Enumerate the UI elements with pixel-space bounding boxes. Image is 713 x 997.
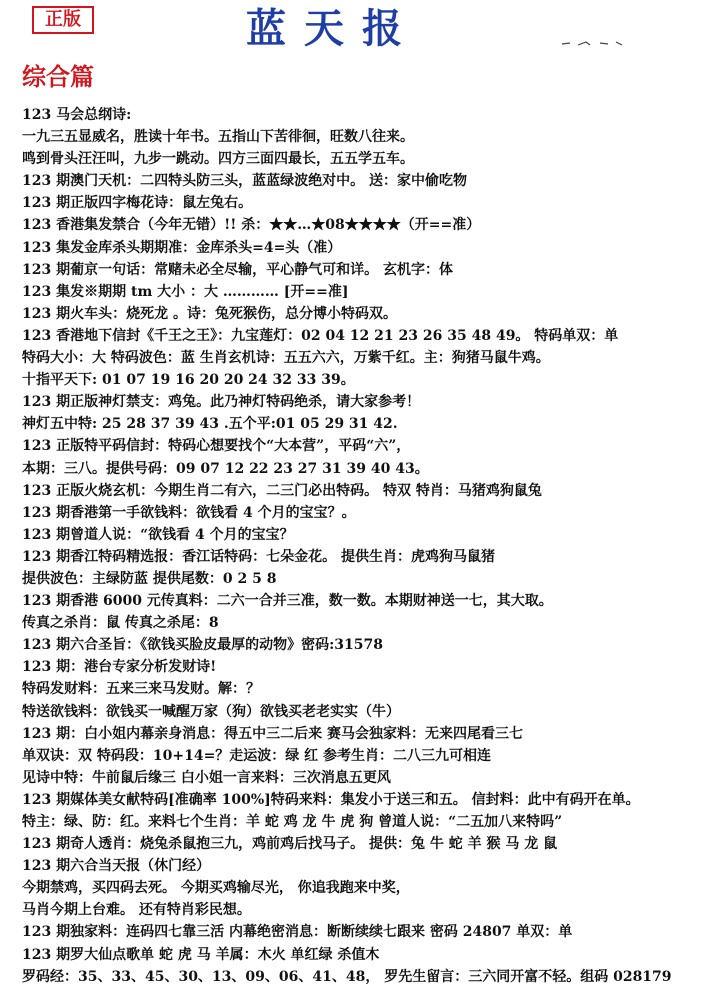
text-line: 今期禁鸡，买四码去死。 今期买鸡输尽光， 你追我跑来中奖，	[22, 880, 410, 897]
text-line: 123 期澳门天机：二四特头防三头，蓝蓝绿波绝对中。 送：家中偷吃物	[22, 173, 467, 190]
text-line: 传真之杀肖：鼠 传真之杀尾：8	[22, 615, 219, 632]
section-heading: 综合篇	[22, 63, 94, 91]
text-line: 特码大小：大 特码波色：蓝 生肖玄机诗：五五六六，万紫千红。主：狗猪马鼠牛鸡。	[22, 350, 550, 367]
text-line: 马肖今期上台难。 还有特肖彩民想。	[22, 902, 251, 919]
authentic-badge: 正版	[32, 6, 94, 34]
text-line: 123 期：白小姐内幕亲身消息：得五中三二后来 赛马会独家料：无来四尾看三七	[22, 725, 523, 742]
text-line: 123 期正版四字梅花诗：鼠左兔右。	[22, 195, 253, 212]
text-line: 123 期奇人透肖：烧兔杀鼠抱三九，鸡前鸡后找马子。 提供：兔 牛 蛇 羊 猴 马 龙 鼠	[22, 836, 558, 853]
text-line: 123 期曾道人说：“欲钱看 4 个月的宝宝？	[22, 526, 294, 543]
text-line: 本期：三八。提供号码：09 07 12 22 23 27 31 39 40 43。	[22, 460, 429, 477]
text-line: 123 期火车头：烧死龙 。诗：兔死猴伤，总分博小特码双。	[22, 305, 397, 322]
text-line: 123 期香港第一手欲钱料：欲钱看 4 个月的宝宝？。	[22, 504, 356, 521]
text-line: 123 期罗大仙点歌单 蛇 虎 马 羊属：木火 单红绿 杀值木	[22, 946, 380, 963]
text-line: 一九三五显威名，胜读十年书。五指山下苦徘徊，旺数八往来。	[22, 129, 414, 146]
text-line: 123 期六合当天报（休门经）	[22, 858, 211, 875]
text-line: 十指平天下: 01 07 19 16 20 20 24 32 33 39。	[22, 372, 355, 389]
text-line: 123 马会总纲诗:	[22, 107, 132, 123]
text-line: 提供波色：主绿防蓝 提供尾数：0 2 5 8	[22, 570, 277, 587]
text-line: 123 香港地下信封《千王之王》：九宝莲灯：02 04 12 21 23 26 35 48 49。 特码单双：单	[22, 327, 619, 344]
text-line: 123 期香港 6000 元传真料：二六一合并三准，数一数。本期财神送一七，其大取。	[22, 593, 553, 610]
text-line: 特送欲钱料：欲钱买一喊醒万家（狗）欲钱买老老实实（牛）	[22, 703, 400, 720]
article-body	[22, 104, 707, 988]
text-line: 123 期香江特码精选报：香江话特码：七朵金花。 提供生肖：虎鸡狗马鼠猪	[22, 548, 495, 565]
text-line: 鸣到骨头汪汪叫，九步一跳动。四方三面四最长，五五学五车。	[22, 151, 414, 168]
text-line: 123 集发※期期 tm 大小 ：大 ………… [开==准]	[22, 283, 349, 300]
page-title: 蓝天报	[246, 5, 420, 52]
text-line: 123 期正版神灯禁支：鸡兔。此乃神灯特码绝杀，请大家参考！	[22, 394, 421, 411]
text-line: 见诗中特：牛前鼠后缘三 白小姐一言来料：三次消息五更风	[22, 769, 391, 786]
text-line: 123 期：港台专家分析发财诗!	[22, 659, 217, 676]
text-line: 123 期葡京一句话：常赌未必全尽输，平心静气可和详。 玄机字：体	[22, 261, 453, 278]
text-line: 罗码经：35、33、45、30、13、09、06、41、48， 罗先生留言：三六同开富不轻。组码 028179	[22, 968, 672, 985]
text-line: 123 期六合圣旨：《欲钱买脸皮最厚的动物》密码:31578	[22, 637, 383, 654]
title-scribble-mark	[560, 38, 630, 48]
text-line: 123 正版特平码信封：特码心想要找个“大本营”，平码“六”，	[22, 438, 411, 455]
text-line: 123 正版火烧玄机：今期生肖二有六，二三门必出特码。 特双 特肖：马猪鸡狗鼠兔	[22, 482, 542, 499]
text-line: 单双诀：双 特码段：10+14=？走运波：绿 红 参考生肖：二八三九可相连	[22, 747, 492, 764]
text-line: 特主：绿、防：红。来料七个生肖：羊 蛇 鸡 龙 牛 虎 狗 曾道人说：“二五加八来特吗”	[22, 814, 563, 830]
text-line: 123 期独家料：连码四七靠三活 内幕绝密消息：断断续续七跟来 密码 24807 单双：单	[22, 924, 573, 941]
text-line: 123 期媒体美女献特码[准确率 100%]特码来料：集发小于送三和五。 信封料：此中有码开在单。	[22, 791, 640, 808]
text-line: 特码发财料：五来三来马发财。解：？	[22, 681, 260, 698]
text-line: 123 香港集发禁合（今年无错）!! 杀：★★…★08★★★★（开==准）	[22, 217, 481, 234]
text-line: 123 集发金库杀头期期准：金库杀头=4=头（准）	[22, 239, 342, 256]
text-line: 神灯五中特: 25 28 37 39 43 .五个平:01 05 29 31 42.	[22, 416, 398, 433]
